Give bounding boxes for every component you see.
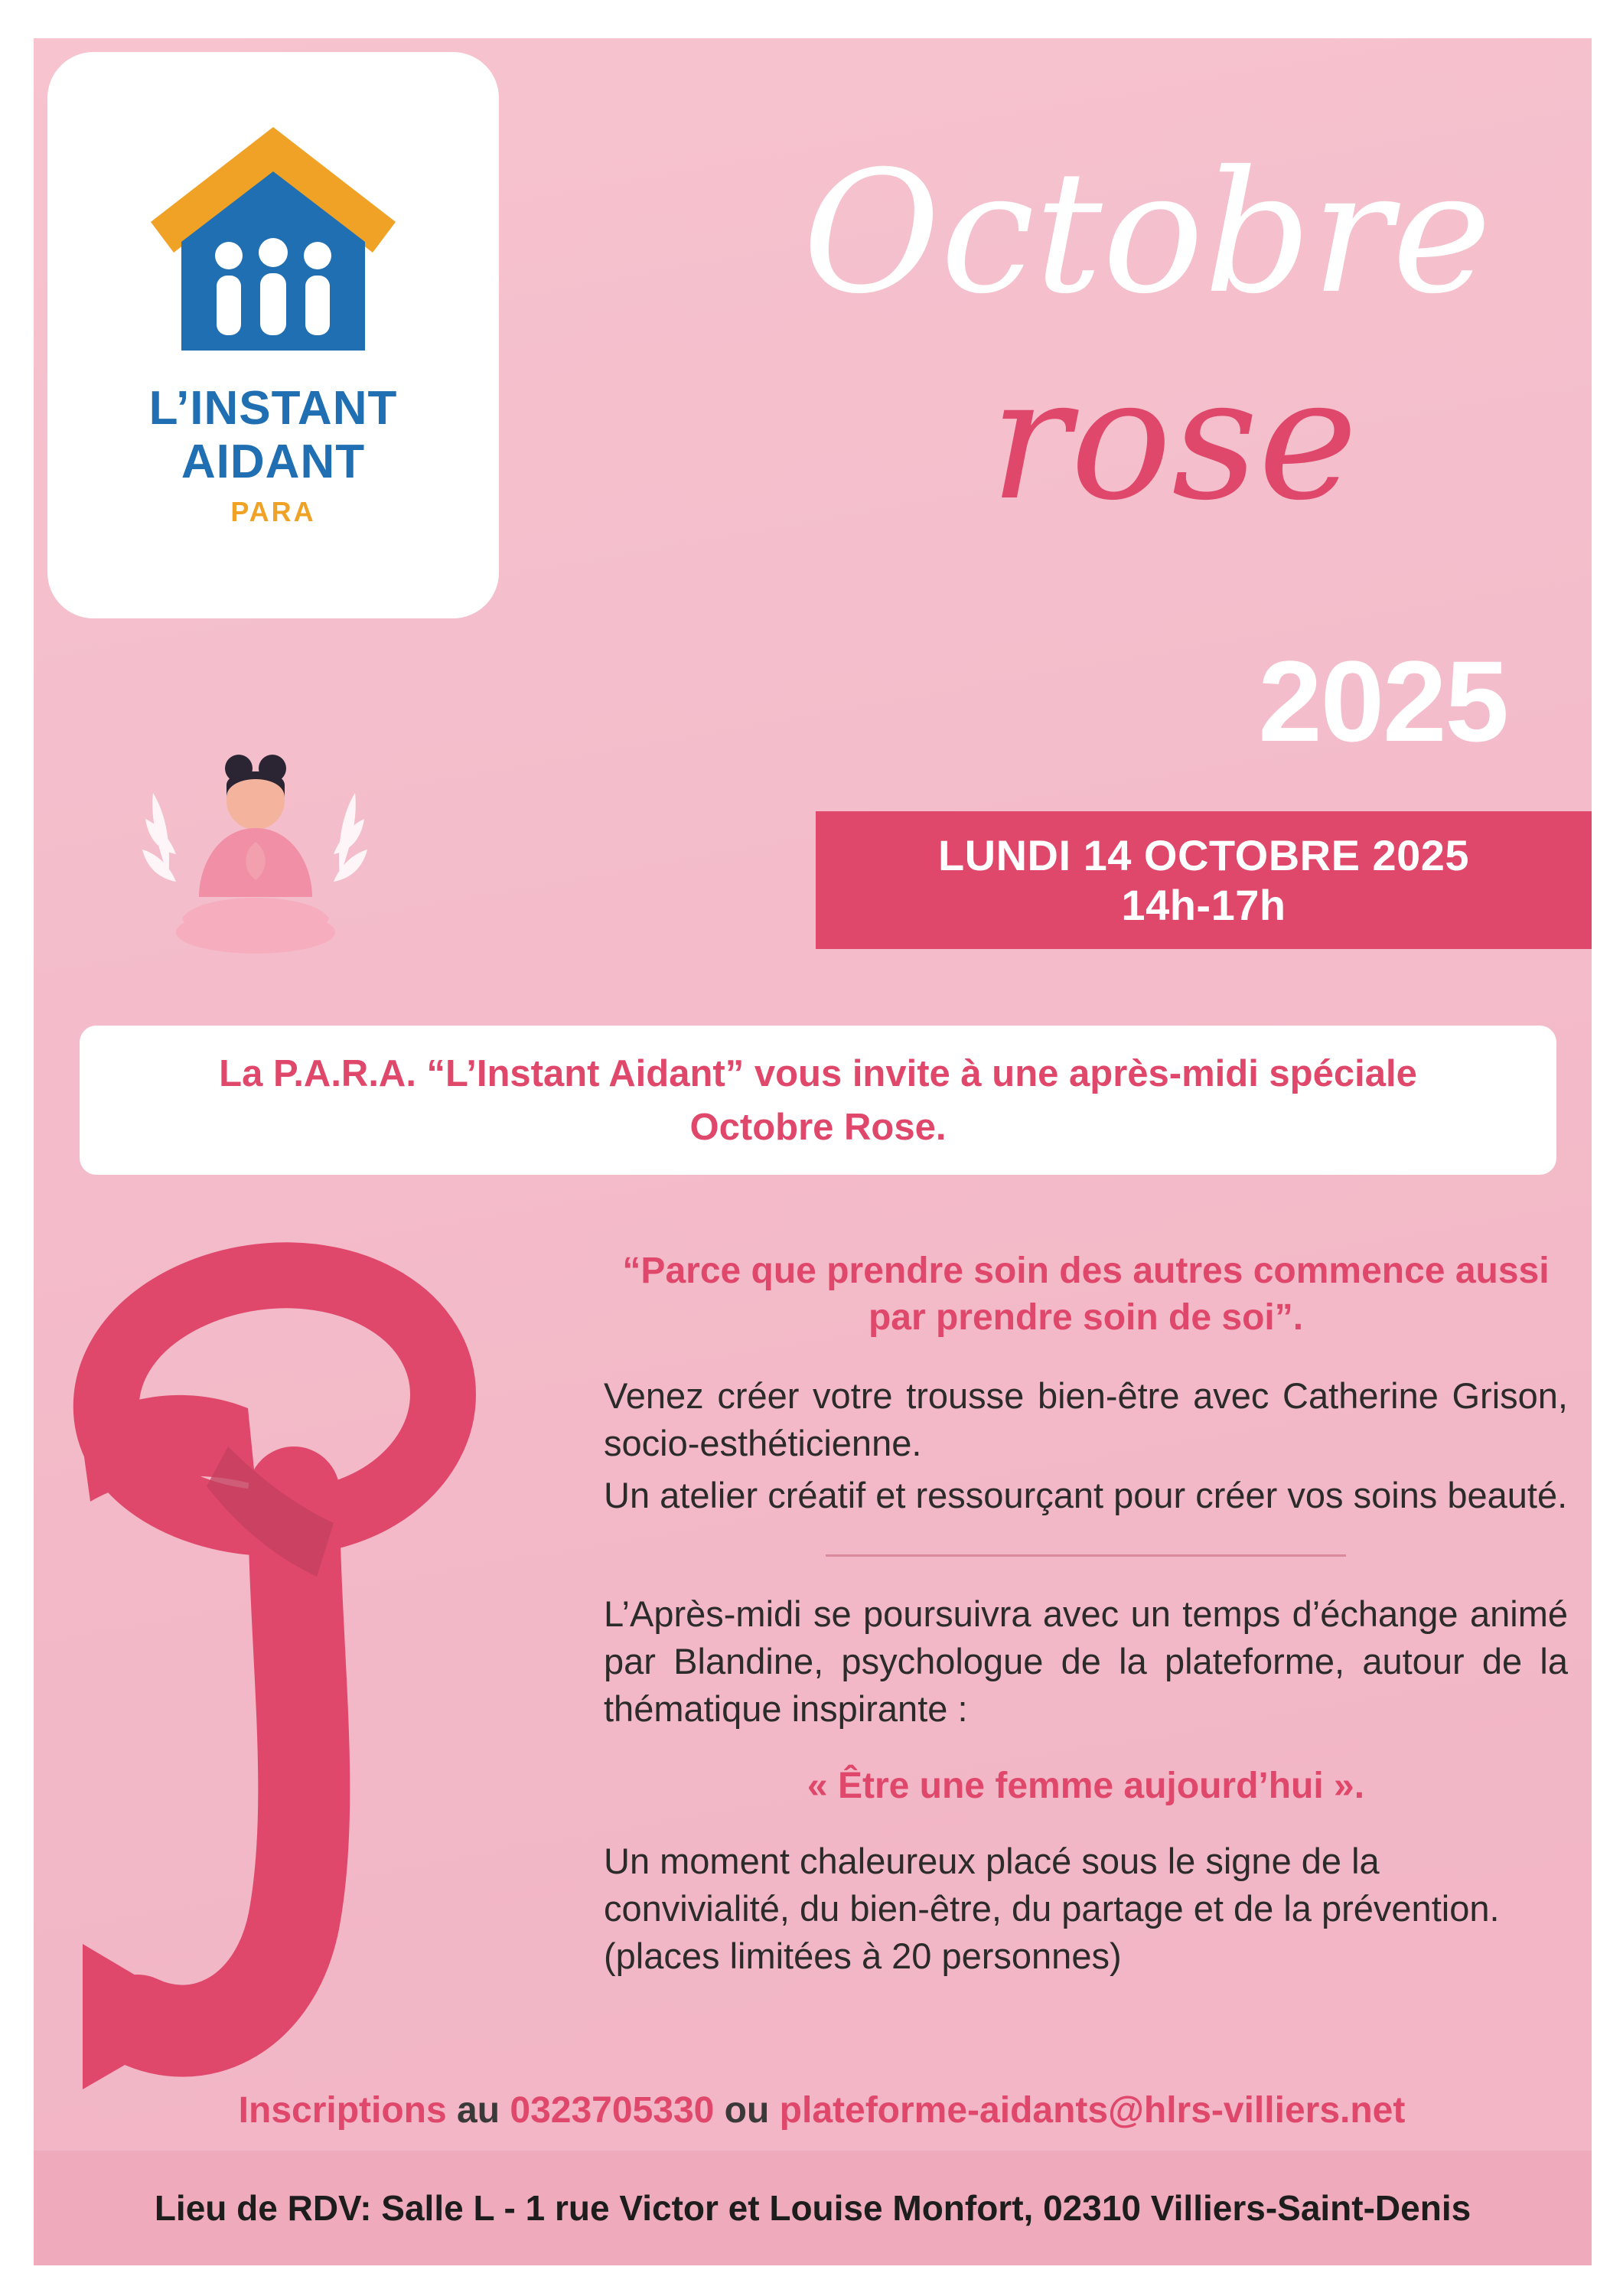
paragraph-2: L’Après-midi se poursuivra avec un temps d’échange animé par Blandine, psychologue de la plateforme, autour de la thématique inspirante : [604, 1593, 1568, 1730]
paragraph-3: Un moment chaleureux placé sous le signe de la convivialité, du bien-être, du partage et de la prévention. (places limitées à 20 personnes) [604, 1841, 1500, 1977]
email-address[interactable]: plateforme-aidants@hlrs-villiers.net [779, 2090, 1406, 2131]
theme-text: « Être une femme aujourd’hui ». [807, 1766, 1365, 1807]
logo-line-3: PARA [230, 496, 316, 527]
inscriptions-mid-2: ou [714, 2090, 780, 2131]
title-octobre: Octobre [802, 135, 1492, 331]
house-with-three-people-logo [143, 121, 403, 358]
divider [826, 1554, 1346, 1557]
paragraph-1b: Un atelier créatif et ressourçant pour créer vos soins beauté. [604, 1474, 1568, 1515]
phone-number[interactable]: 0323705330 [510, 2090, 715, 2131]
invite-band [80, 1026, 1556, 1175]
date-line-2: 14h-17h [1121, 881, 1286, 929]
logo-line-2: AIDANT [181, 435, 366, 488]
paragraph-1: Venez créer votre trousse bien-être avec Catherine Grison, socio-esthéticienne. [604, 1375, 1568, 1463]
title-year: 2025 [1258, 637, 1507, 765]
inscriptions-label: Inscriptions [238, 2090, 447, 2131]
poster [34, 38, 1592, 2265]
body-content [604, 1247, 1568, 1980]
quote-text: “Parce que prendre soin des autres commence aussi par prendre soin de soi”. [622, 1251, 1550, 1339]
pink-awareness-ribbon-illustration [64, 1217, 623, 2097]
inscriptions-mid-1: au [446, 2090, 510, 2131]
invite-line-1: La P.A.R.A. “L’Instant Aidant” vous invite à une après-midi spéciale [219, 1052, 1417, 1094]
date-band [816, 811, 1592, 949]
date-line-1: LUNDI 14 OCTOBRE 2025 [937, 831, 1470, 879]
invite-line-2: Octobre Rose. [689, 1106, 947, 1148]
footer-band [34, 2151, 1592, 2265]
footer-address: Lieu de RDV: Salle L - 1 rue Victor et Louise Monfort, 02310 Villiers-Saint-Denis [154, 2188, 1471, 2228]
title-rose: rose [989, 341, 1358, 537]
meditating-woman-illustration [125, 727, 386, 987]
inscriptions-line [80, 2089, 1564, 2131]
logo-card [47, 52, 499, 618]
logo-line-1: L’INSTANT [148, 382, 398, 435]
